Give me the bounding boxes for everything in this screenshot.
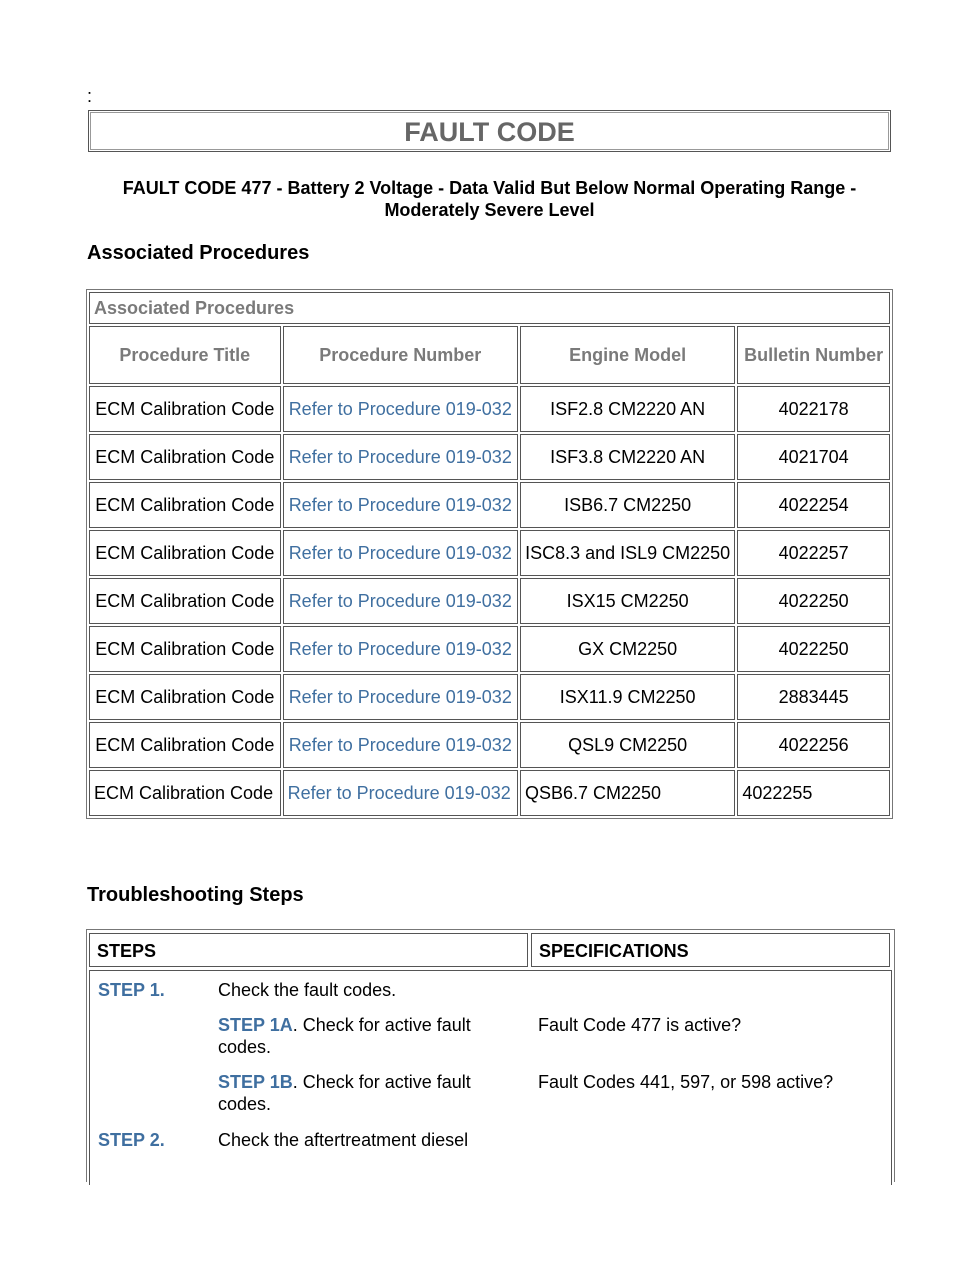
procedure-title-cell: ECM Calibration Code — [89, 482, 281, 528]
fault-code-title — [88, 177, 891, 221]
procedure-link[interactable]: Refer to Procedure 019-032 — [288, 591, 512, 611]
page-banner: FAULT CODE — [88, 110, 891, 152]
engine-model-cell: QSB6.7 CM2250 — [520, 770, 735, 816]
procedure-number-cell — [283, 626, 518, 672]
table-row — [89, 674, 890, 720]
procedure-number-cell — [283, 482, 518, 528]
engine-model-cell: ISX15 CM2250 — [520, 578, 735, 624]
procedure-number-cell — [283, 770, 518, 816]
bulletin-number-cell: 4022257 — [737, 530, 890, 576]
bulletin-number-cell: 4022250 — [737, 578, 890, 624]
bulletin-number-cell: 2883445 — [737, 674, 890, 720]
engine-model-cell: QSL9 CM2250 — [520, 722, 735, 768]
column-header: Bulletin Number — [737, 326, 890, 384]
table-row — [89, 434, 890, 480]
table-row — [89, 578, 890, 624]
procedure-title-cell: ECM Calibration Code — [89, 626, 281, 672]
engine-model-cell: GX CM2250 — [520, 626, 735, 672]
step-1a-spec: Fault Code 477 is active? — [538, 1015, 742, 1035]
specifications-column-header: SPECIFICATIONS — [531, 933, 890, 967]
procedure-link[interactable]: Refer to Procedure 019-032 — [288, 543, 512, 563]
procedure-number-cell — [283, 722, 518, 768]
step-1b-block — [218, 1071, 508, 1115]
bulletin-number-cell: 4022254 — [737, 482, 890, 528]
step-1-text: Check the fault codes. — [218, 980, 397, 1000]
engine-model-cell: ISC8.3 and ISL9 CM2250 — [520, 530, 735, 576]
procedure-link[interactable]: Refer to Procedure 019-032 — [288, 687, 512, 707]
procedure-title-cell: ECM Calibration Code — [89, 434, 281, 480]
table-row — [89, 722, 890, 768]
step-1-link[interactable]: STEP 1. — [98, 980, 165, 1000]
step-1b-spec: Fault Codes 441, 597, or 598 active? — [538, 1072, 834, 1092]
table-row — [89, 626, 890, 672]
troubleshooting-steps-heading: Troubleshooting Steps — [87, 884, 304, 906]
steps-body — [89, 970, 892, 1185]
procedure-number-cell — [283, 674, 518, 720]
fault-code-title-line2: Moderately Severe Level — [384, 200, 595, 220]
procedure-title-cell: ECM Calibration Code — [89, 386, 281, 432]
bulletin-number-cell: 4022255 — [737, 770, 890, 816]
bulletin-number-cell: 4022178 — [737, 386, 890, 432]
bulletin-number-cell: 4021704 — [737, 434, 890, 480]
procedure-link[interactable]: Refer to Procedure 019-032 — [288, 399, 512, 419]
step-2-link[interactable]: STEP 2. — [98, 1130, 165, 1150]
procedure-title-cell: ECM Calibration Code — [89, 530, 281, 576]
column-header: Procedure Number — [283, 326, 518, 384]
engine-model-cell: ISX11.9 CM2250 — [520, 674, 735, 720]
procedure-link[interactable]: Refer to Procedure 019-032 — [288, 639, 512, 659]
associated-procedures-heading: Associated Procedures — [87, 242, 310, 264]
procedure-link[interactable]: Refer to Procedure 019-032 — [287, 783, 511, 803]
procedure-number-cell — [283, 386, 518, 432]
table-caption: Associated Procedures — [89, 292, 890, 324]
column-header: Engine Model — [520, 326, 735, 384]
troubleshooting-steps-table — [86, 929, 895, 1182]
step-1a-link[interactable]: STEP 1A — [218, 1015, 293, 1035]
procedure-number-cell — [283, 434, 518, 480]
engine-model-cell: ISF3.8 CM2220 AN — [520, 434, 735, 480]
step-1a-block — [218, 1014, 508, 1058]
table-row — [89, 530, 890, 576]
procedure-title-cell: ECM Calibration Code — [89, 722, 281, 768]
procedure-number-cell — [283, 530, 518, 576]
procedure-number-cell — [283, 578, 518, 624]
engine-model-cell: ISB6.7 CM2250 — [520, 482, 735, 528]
column-header: Procedure Title — [89, 326, 281, 384]
procedure-title-cell: ECM Calibration Code — [89, 674, 281, 720]
bulletin-number-cell: 4022250 — [737, 626, 890, 672]
steps-column-header: STEPS — [89, 933, 528, 967]
step-2-text: Check the aftertreatment diesel — [218, 1130, 469, 1150]
step-1a-text: . Check for active fault codes. — [218, 1015, 471, 1057]
associated-procedures-table — [86, 289, 893, 819]
procedure-link[interactable]: Refer to Procedure 019-032 — [288, 495, 512, 515]
table-row — [89, 386, 890, 432]
procedure-link[interactable]: Refer to Procedure 019-032 — [288, 447, 512, 467]
step-1b-link[interactable]: STEP 1B — [218, 1072, 293, 1092]
bulletin-number-cell: 4022256 — [737, 722, 890, 768]
procedure-link[interactable]: Refer to Procedure 019-032 — [288, 735, 512, 755]
table-row — [89, 482, 890, 528]
fault-code-title-line1: FAULT CODE 477 - Battery 2 Voltage - Data Valid But Below Normal Operating Range - — [122, 178, 857, 198]
step-1b-text: . Check for active fault codes. — [218, 1072, 471, 1114]
procedure-title-cell: ECM Calibration Code — [89, 770, 281, 816]
table-row — [89, 770, 890, 816]
procedure-title-cell: ECM Calibration Code — [89, 578, 281, 624]
page-marker: : — [87, 86, 93, 106]
engine-model-cell: ISF2.8 CM2220 AN — [520, 386, 735, 432]
